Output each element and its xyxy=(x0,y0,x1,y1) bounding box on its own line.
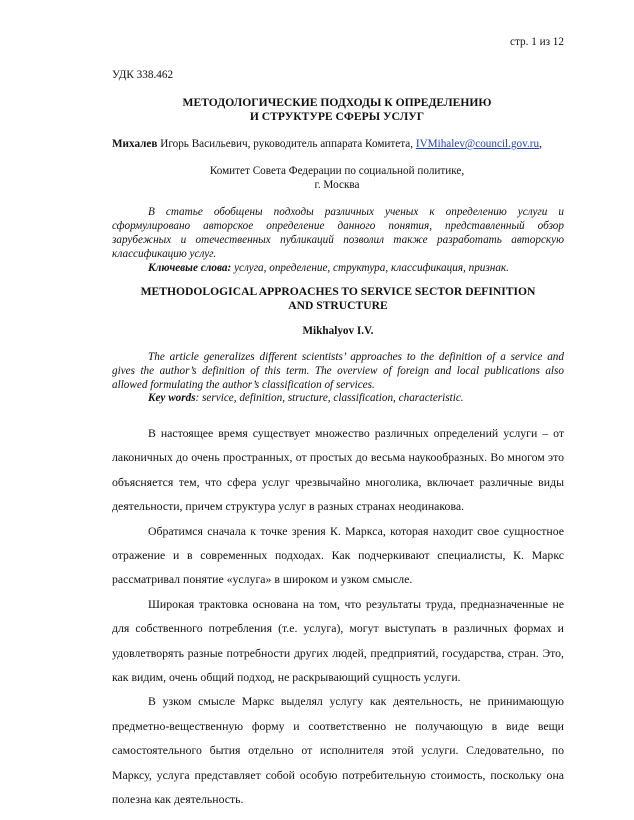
page-number: стр. 1 из 12 xyxy=(510,36,564,48)
affiliation-line2: г. Москва xyxy=(314,179,360,191)
paragraph-1: В настоящее время существует множество различных определений услуги – от лаконичных до очень пространных, от простых до весьма наукообразных. Во многом это объясняется тем, что сфера услуг чрезвычайно многолика, включает различные виды деятельности, причем структура услуг в разных странах неодинакова. xyxy=(112,426,564,514)
body-text xyxy=(112,421,564,812)
author-trailing: , xyxy=(539,138,542,150)
keywords-ru-text: услуга, определение, структура, классификация, признак. xyxy=(231,262,509,274)
keywords-en xyxy=(148,391,464,405)
affiliation-ru xyxy=(112,164,562,192)
keywords-en-label: Key words xyxy=(148,392,196,404)
title-russian xyxy=(112,96,562,124)
keywords-ru xyxy=(148,261,509,275)
author-line-ru xyxy=(112,137,572,151)
title-english xyxy=(112,285,564,313)
paragraph-3: Широкая трактовка основана на том, что результаты труда, предназначенные не для собственного потребления (т.е. услуга), могут выступать в различных формах и удовлетворять разные потребности других людей, предприятий, государства, стран. Это, как видим, очень общий подход, не раскрывающий сущность услуги. xyxy=(112,596,564,685)
title-ru-line2: И СТРУКТУРЕ СФЕРЫ УСЛУГ xyxy=(249,110,425,123)
author-email-link[interactable]: IVMihalev@council.gov.ru xyxy=(415,138,540,150)
title-ru-line1: МЕТОДОЛОГИЧЕСКИЕ ПОДХОДЫ К ОПРЕДЕЛЕНИЮ xyxy=(182,96,492,109)
affiliation-line1: Комитет Совета Федерации по социальной политике, xyxy=(209,165,465,177)
paragraph-4: В узком смысле Маркс выделял услугу как деятельность, не принимающую предметно-вещественную форму и соответственно не получающую в виде вещи самостоятельного бытия отдельно от исполнителя этой услуги. Следовательно, по Марксу, услуга представляет собой особую потребительную стоимость, поскольку она полезна как деятельность. xyxy=(112,694,564,807)
author-en: Mikhalyov I.V. xyxy=(302,325,374,337)
title-en-line1: METHODOLOGICAL APPROACHES TO SERVICE SECTOR DEFINITION xyxy=(140,285,536,298)
paragraph-2: Обратимся сначала к точке зрения К. Маркса, которая находит свое сущностное отражение и в современных подходах. Как подчеркивают специалисты, К. Маркс рассматривал понятие «услуга» в широком и узком смысле. xyxy=(112,523,564,587)
abstract-en: The article generalizes different scientists’ approaches to the definition of a service and gives the author’s definition of this term. The overview of foreign and local publications also allowed formulating the author’s classification of services. xyxy=(112,351,564,391)
author-surname: Михалев xyxy=(112,138,158,150)
keywords-ru-label: Ключевые слова: xyxy=(148,262,232,274)
title-en-line2: AND STRUCTURE xyxy=(288,299,388,312)
keywords-en-text: : service, definition, structure, classification, characteristic. xyxy=(195,392,464,404)
udc-code: УДК 338.462 xyxy=(112,69,174,81)
author-details: Игорь Васильевич, руководитель аппарата Комитета, xyxy=(157,138,416,150)
abstract-ru: В статье обобщены подходы различных ученых к определению услуги и сформулировано авторское определение данного понятия, представленный обзор зарубежных и отечественных публикаций позволил также разработать авторскую классификацию услуг. xyxy=(112,206,564,260)
